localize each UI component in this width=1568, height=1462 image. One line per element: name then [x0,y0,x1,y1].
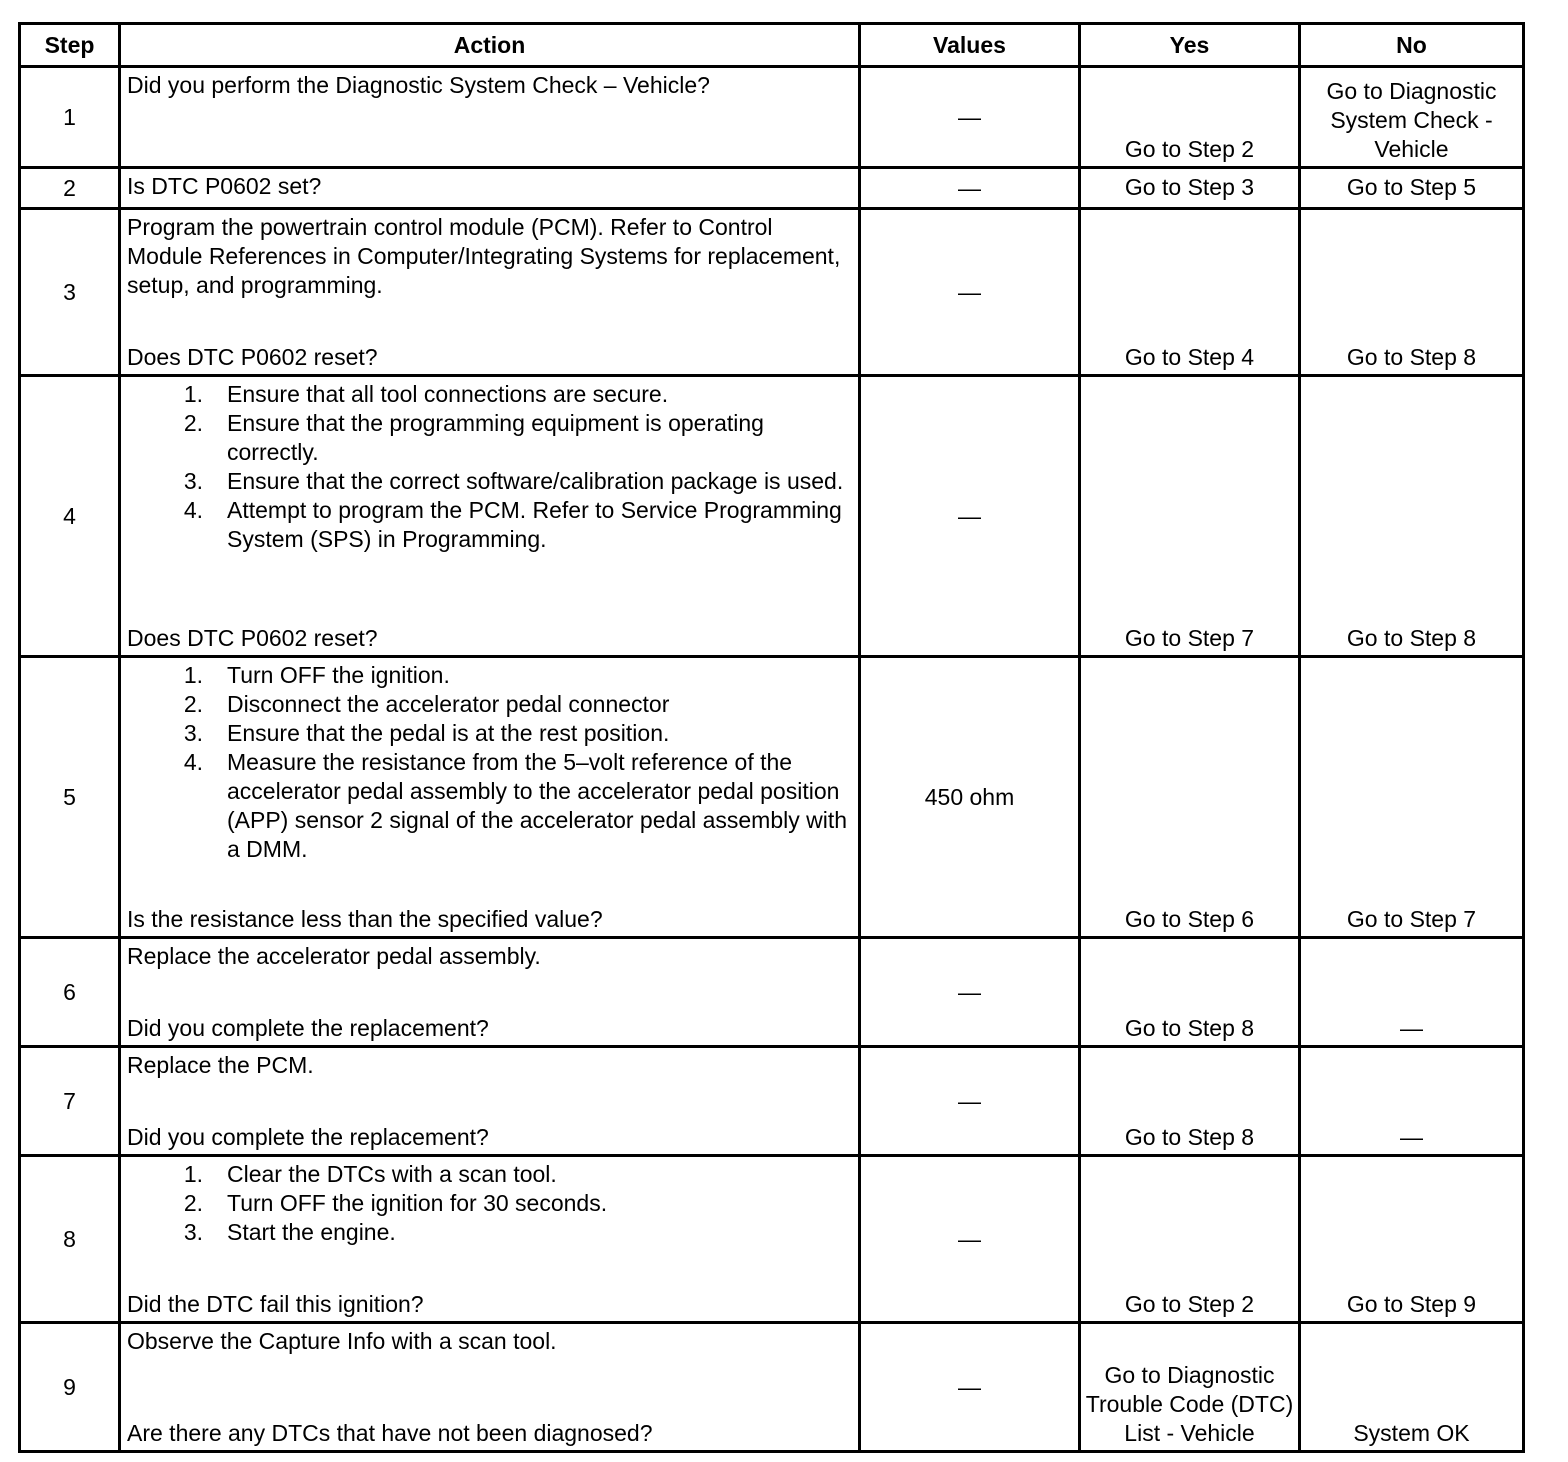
table-row [20,376,1524,657]
list-item-number: 1. [183,1161,203,1187]
list-item-number: 2. [183,410,203,436]
spacer [127,554,852,624]
step-number: 8 [20,1156,120,1323]
list-item-number: 3. [183,720,203,746]
action-instruction: Program the powertrain control module (PCM). Refer to Control Module References in Computer/Integrating Systems for replacement, setup, and programming. [127,214,841,298]
action-content [127,71,852,164]
action-cell [120,209,860,376]
list-item-text: Attempt to program the PCM. Refer to Service Programming System (SPS) in Programming. [227,497,842,552]
value-cell: — [860,938,1080,1047]
action-steps-list [127,380,852,554]
value-cell: — [860,1323,1080,1452]
list-item-number: 4. [183,749,203,775]
list-item [127,467,852,496]
no-cell: Go to Step 8 [1300,376,1524,657]
action-content [127,1051,852,1152]
header-action: Action [120,24,860,67]
action-instruction: Replace the PCM. [127,1052,314,1078]
list-item-text: Turn OFF the ignition for 30 seconds. [227,1190,608,1216]
spacer [127,1080,852,1123]
step-number: 3 [20,209,120,376]
action-steps-list [127,661,852,864]
list-item-number: 2. [183,1190,203,1216]
list-item-number: 4. [183,497,203,523]
diagnostic-table [18,22,1525,1453]
no-cell: Go to Diagnostic System Check - Vehicle [1300,67,1524,168]
list-item-text: Ensure that the programming equipment is operating correctly. [227,410,764,465]
action-content [127,213,852,372]
action-cell [120,168,860,209]
list-item [127,496,852,554]
action-instruction: Is DTC P0602 set? [127,173,322,199]
action-question: Did the DTC fail this ignition? [127,1291,424,1317]
list-item-number: 3. [183,1219,203,1245]
value-cell: — [860,67,1080,168]
no-cell: — [1300,1047,1524,1156]
table-row [20,1156,1524,1323]
list-item-text: Start the engine. [227,1219,396,1245]
action-cell [120,938,860,1047]
yes-cell: Go to Step 8 [1080,938,1300,1047]
step-number: 1 [20,67,120,168]
table-row [20,67,1524,168]
list-item-number: 1. [183,662,203,688]
value-cell: — [860,376,1080,657]
header-step: Step [20,24,120,67]
value-cell: 450 ohm [860,657,1080,938]
header-yes: Yes [1080,24,1300,67]
yes-cell: Go to Diagnostic Trouble Code (DTC) List - Vehicle [1080,1323,1300,1452]
action-cell [120,376,860,657]
no-cell: Go to Step 9 [1300,1156,1524,1323]
list-item [127,380,852,409]
no-cell: Go to Step 8 [1300,209,1524,376]
action-cell [120,67,860,168]
no-cell: — [1300,938,1524,1047]
header-no: No [1300,24,1524,67]
table-row [20,1047,1524,1156]
list-item-number: 3. [183,468,203,494]
action-cell [120,657,860,938]
action-cell [120,1323,860,1452]
action-content [127,1160,852,1319]
list-item [127,1218,852,1247]
step-number: 2 [20,168,120,209]
list-item [127,719,852,748]
action-content [127,380,852,653]
list-item [127,409,852,467]
list-item-text: Clear the DTCs with a scan tool. [227,1161,557,1187]
value-cell: — [860,1156,1080,1323]
list-item [127,748,852,864]
action-instruction: Did you perform the Diagnostic System Check – Vehicle? [127,72,710,98]
yes-cell: Go to Step 7 [1080,376,1300,657]
yes-cell: Go to Step 8 [1080,1047,1300,1156]
spacer [127,1247,852,1290]
spacer [127,1356,852,1419]
table-row [20,657,1524,938]
action-cell [120,1156,860,1323]
action-content [127,942,852,1043]
action-question: Did you complete the replacement? [127,1015,489,1041]
step-number: 9 [20,1323,120,1452]
action-question: Does DTC P0602 reset? [127,344,378,370]
list-item-text: Turn OFF the ignition. [227,662,450,688]
yes-cell: Go to Step 2 [1080,1156,1300,1323]
table-body [20,67,1524,1452]
list-item [127,661,852,690]
value-cell: — [860,1047,1080,1156]
action-question: Are there any DTCs that have not been diagnosed? [127,1420,653,1446]
list-item-text: Ensure that the correct software/calibration package is used. [227,468,844,494]
action-content [127,661,852,934]
step-number: 5 [20,657,120,938]
list-item [127,1160,852,1189]
action-content [127,1327,852,1448]
no-cell: Go to Step 5 [1300,168,1524,209]
action-question: Did you complete the replacement? [127,1124,489,1150]
yes-cell: Go to Step 3 [1080,168,1300,209]
table-row [20,938,1524,1047]
list-item-text: Disconnect the accelerator pedal connector [227,691,670,717]
list-item [127,690,852,719]
list-item-text: Measure the resistance from the 5–volt reference of the accelerator pedal assembly to the accelerator pedal position (APP) sensor 2 signal of the accelerator pedal assembly with a DMM. [227,749,848,862]
table-row [20,168,1524,209]
list-item [127,1189,852,1218]
list-item-text: Ensure that the pedal is at the rest position. [227,720,670,746]
value-cell: — [860,209,1080,376]
step-number: 6 [20,938,120,1047]
action-cell [120,1047,860,1156]
action-question: Is the resistance less than the specified value? [127,906,603,932]
no-cell: Go to Step 7 [1300,657,1524,938]
spacer [127,300,852,343]
list-item-number: 1. [183,381,203,407]
step-number: 4 [20,376,120,657]
value-cell: — [860,168,1080,209]
no-cell: System OK [1300,1323,1524,1452]
action-question: Does DTC P0602 reset? [127,625,378,651]
action-content [127,172,852,205]
table-row [20,1323,1524,1452]
yes-cell: Go to Step 6 [1080,657,1300,938]
action-instruction: Observe the Capture Info with a scan tool. [127,1328,557,1354]
header-values: Values [860,24,1080,67]
action-steps-list [127,1160,852,1247]
yes-cell: Go to Step 2 [1080,67,1300,168]
spacer [127,864,852,905]
list-item-text: Ensure that all tool connections are secure. [227,381,669,407]
header-row [20,24,1524,67]
table-row [20,209,1524,376]
list-item-number: 2. [183,691,203,717]
spacer [127,971,852,1014]
yes-cell: Go to Step 4 [1080,209,1300,376]
action-instruction: Replace the accelerator pedal assembly. [127,943,541,969]
step-number: 7 [20,1047,120,1156]
